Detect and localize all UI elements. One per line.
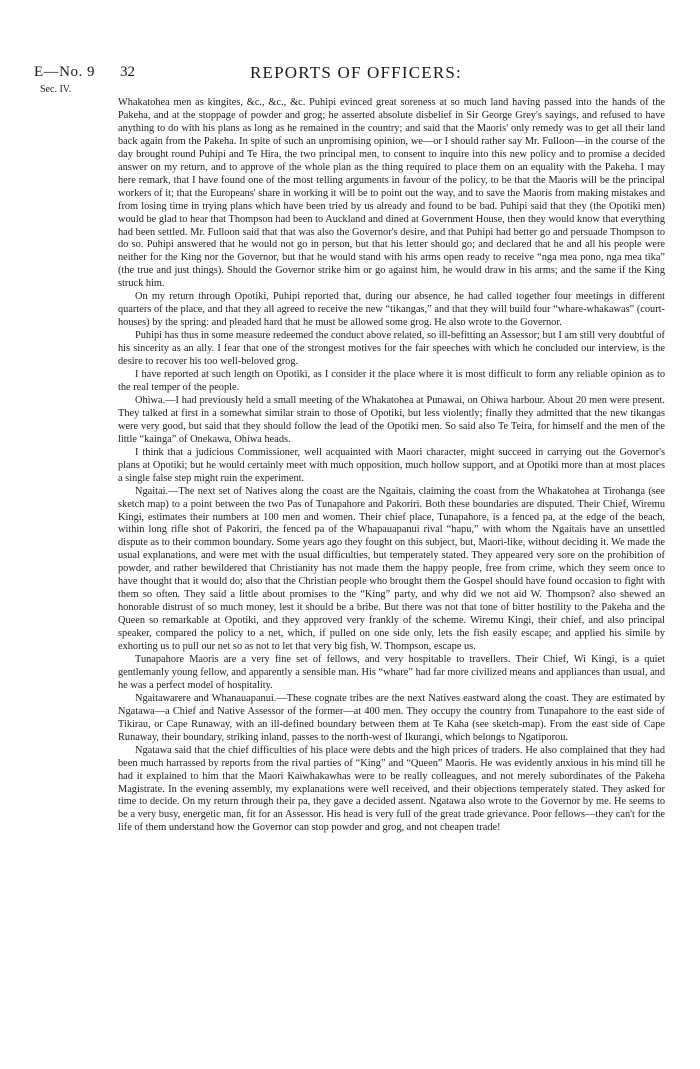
paragraph-tunapahore: Tunapahore Maoris are a very fine set of fellows, and very hospitable to travellers. Their Chief, Wi Kingi, is a quiet gentlemanly young fellow, and apparently a sensible man. His “whare” had far more civilized means and appliances than usual, and he was a perfect model of hospitality. [118,653,665,691]
paragraph-commissioner: I think that a judicious Commissioner, well acquainted with Maori character, might succeed in carrying out the Governor's plans at Opotiki; but he would certainly meet with much opposition, much hollow support, and at Opotiki more than at most places a single false step might ruin the experiment. [118,446,665,484]
paragraph-ngaitawarere: Ngaitawarere and Whanauapanui.—These cognate tribes are the next Natives eastward along the coast. They are estimated by Ngatawa—a Chief and Native Assessor of the former—at 400 men. They occupy the country from Tunapahore to the east side of Tikirau, or Cape Runaway, with an ill-defined boundary between them at Te Kaha (see sketch-map). From the east side of Cape Runaway, their boundary, striking inland, passes to the north-west of Ikurangi, which belongs to Ngatiporou. [118,692,665,743]
paragraph-ngatawa: Ngatawa said that the chief difficulties of his place were debts and the high prices of traders. He also complained that they had been much harrassed by reports from the rival parties of “King” and “Queen” Maoris. He was evidently anxious in his mind till he had it explained to him that the Maori Kaiwhakawhas were to be really colleagues, and not merely subordinates of the Pakeha Magistrate. In the evening assembly, my explanations were well received, and their objections temperately stated. They asked for time to decide. On my return through their pa, they gave a decided assent. Ngatawa also wrote to the Governor by me. He seems to be a very busy, energetic man, fit for an Assessor. His head is very full of the great trade grievance. Poor fellows—they can't for the life of them understand how the Governor can stop powder and grog, and not cheapen trade! [118,744,665,834]
document-reference: E—No. 9 [34,64,95,80]
paragraph-opotiki-summary: I have reported at such length on Opotiki, as I consider it the place where it is most difficult to form any reliable opinion as to the real temper of the people. [118,369,665,393]
report-body [118,97,665,835]
paragraph-whakatohea: Whakatohea men as kingites, &c., &c., &c. Puhipi evinced great soreness at so much land having passed into the hands of the Pakeha, and at the stoppage of powder and grog; he asserted absolute disbelief in Sir George Grey's sayings, and refused to have anything to do with his plans as long as he remained in the country; and said that the Maoris' only remedy was to get all their land back again from the Pakeha. In spite of such an unpromising opinion, we—or I should rather say Mr. Fulloon—in the course of the day brought round Puhipi and Te Hira, the two principal men, to consent to inquire into this new policy and to promise a decided answer on my return, and to approve of the whole plan as the thing required to place them on an equality with the Pakeha. I may here remark, that I have found one of the most telling arguments in favour of the policy, to be that the Maoris will be the principal workers of it; that the Europeans' share in working it will be to point out the way, and to save the Maoris from making mistakes and from losing time in trying plans which have been tried by us already and found to be bad. Puhipi said that they (the Opotiki men) would be glad to hear that Thompson had been to Auckland and dined at Government House, then they would know that everything had been settled. Mr. Fulloon said that that was also the Governor's desire, and that Puhipi had better go and persuade Thompson to do so. Puhipi answered that he would not go in person, but that his letter should go; and declared that he and all his people were neither for the King nor the Governor, but that he would stand with his arms open ready to receive “nga mea pono, nga mea tika” (the true and just things). Should the Governor strike him or go against him, he would draw in his arms; and the same if the King struck him. [118,97,665,290]
paragraph-puhipi-sincerity: Puhipi has thus in some measure redeemed the conduct above related, so ill-befitting an Assessor; but I am still very doubtful of his sincerity as an ally. I fear that one of the strongest motives for the fair speeches with which he concluded our interview, is the desire to recover his too well-beloved grog. [118,330,665,368]
section-label: Sec. IV. [40,84,72,95]
page-number: 32 [120,64,135,80]
paragraph-ngaitai: Ngaitai.—The next set of Natives along the coast are the Ngaitais, claiming the coast from the Whakatohea at Tirohanga (see sketch map) to a point between the two Pas of Tunapahore and Pakoriri. Both these boundaries are disputed. Their Chief, Wiremu Kingi, estimates their numbers at 100 men and women. Their chief place, Tunapahore, is a fenced pa, at the edge of the beach, within long rifle shot of Pakoriri, the fenced pa of the Whapauapanui rival “hapu,” with whom the Ngaitais have an unsettled dispute as to their common boundary. Some years ago they fought on this subject, but, Maori-like, without deciding it. We made the usual explanations, and were met with the usual difficulties, but temperately stated. They appeared very sore on the prohibition of powder, and rather bewildered that Christianity has not made them the happy people, free from crime, which they seem once to have thought that it would do; also that the Christian people who brought them the Gospel should have found occasion to fight with them so often. They said a little about promises to the “King” party, and why did we not aid W. Thompson? also shewed an honorable distrust of so much money, lest it should be a bribe. But there was not that tone of bitter hostility to the Pakeha and the Queen so remarkable at Opotiki, and they approved very frankly of the scheme. Wiremu Kingi, their chief, and also principal speaker, compared the policy to a net, which, if pulled on one side only, lets the fish easily escape; and applied his simile by exhorting us to pull our net so as not to let that very big fish, W. Thompson, escape us. [118,485,665,653]
paragraph-ohiwa: Ohiwa.—I had previously held a small meeting of the Whakatohea at Punawai, on Ohiwa harbour. About 20 men were present. They talked at first in a somewhat similar strain to those of Opotiki, but less violently; finally they admitted that the new tikangas were very good, but said that they should follow the lead of the Opotiki men. So said also Te Teira, for himself and the men of the little “kainga” of Onekawa, Ohiwa heads. [118,394,665,445]
page-title: REPORTS OF OFFICERS: [250,63,462,82]
paragraph-return-opotiki: On my return through Opotiki, Puhipi reported that, during our absence, he had called together four meetings in different quarters of the place, and that they all agreed to receive the new “tikangas,” and that they will build four “whare-whakawas” (court-houses) by the spring: and pleaded hard that he must be allowed some grog. He also wrote to the Governor. [118,291,665,329]
